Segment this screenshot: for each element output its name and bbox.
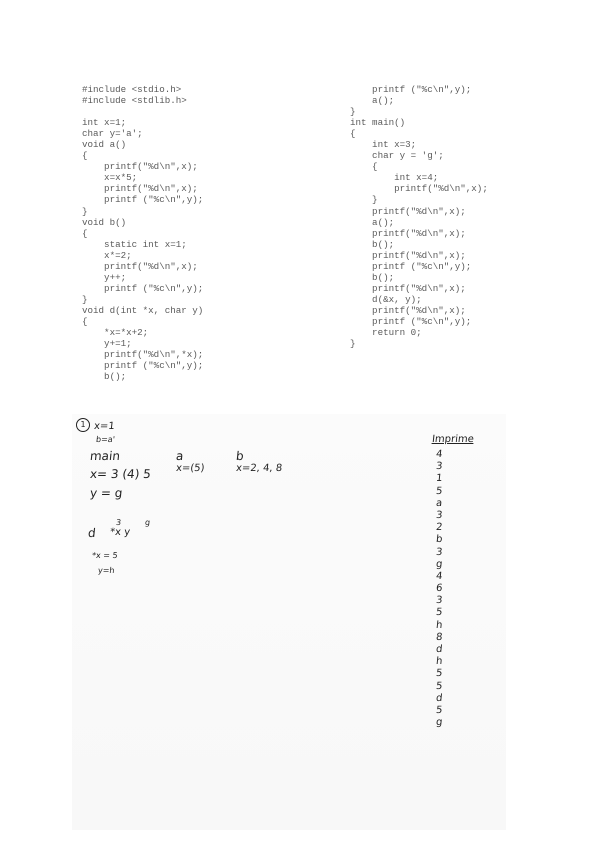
note-main-x: x= 3 (4) 5: [89, 467, 152, 481]
code-line: #include <stdio.h>: [82, 84, 182, 95]
note-d-param-y-val: g: [144, 518, 151, 527]
code-line: d(&x, y);: [350, 293, 422, 305]
code-line: {: [82, 150, 88, 162]
code-line: {: [82, 315, 88, 327]
code-line: {: [350, 161, 378, 173]
output-value: 1: [435, 473, 444, 485]
code-line: printf("%d\n",x);: [350, 205, 466, 217]
output-list: [436, 449, 442, 729]
output-value: 3: [435, 595, 444, 607]
note-b-x: x=2, 4, 8: [235, 463, 283, 474]
note-main-y: y = g: [89, 486, 124, 500]
code-line: a();: [350, 95, 395, 107]
output-value: h: [435, 656, 443, 668]
output-title: Imprime: [431, 434, 475, 445]
code-line: {: [82, 227, 88, 239]
code-line: printf ("%c\n",y);: [82, 194, 204, 206]
code-printout: [74, 70, 520, 392]
output-value: 3: [435, 546, 444, 558]
code-line: printf("%d\n",x);: [82, 260, 198, 272]
note-global-y: b=a': [95, 435, 116, 444]
code-line: #include <stdlib.h>: [82, 95, 187, 107]
output-value: 5: [435, 680, 444, 692]
code-line: [82, 106, 203, 117]
output-value: h: [435, 619, 443, 631]
code-line: char y='a';: [82, 128, 143, 140]
code-line: static int x=1;: [82, 238, 187, 250]
code-right-column: [350, 84, 488, 349]
output-value: 4: [435, 449, 444, 460]
note-d-x-val: *x = 5: [91, 551, 119, 560]
output-value: 5: [435, 607, 444, 619]
code-line: }: [82, 205, 88, 217]
output-value: 6: [435, 583, 444, 595]
output-value: 3: [435, 509, 444, 521]
code-line: int x=3;: [350, 139, 417, 151]
code-line: void a(): [82, 139, 127, 151]
code-line: printf("%d\n",x);: [350, 227, 466, 239]
note-b-label: b: [235, 449, 245, 463]
code-line: x=x*5;: [82, 172, 138, 184]
code-line: return 0;: [350, 327, 422, 339]
code-line: printf ("%c\n",y);: [82, 360, 204, 372]
code-line: }: [82, 293, 88, 305]
exercise-number: 1: [76, 418, 90, 432]
output-value: 5: [435, 668, 444, 680]
code-line: b();: [82, 371, 127, 383]
output-value: d: [435, 644, 443, 655]
code-line: printf("%d\n",x);: [350, 282, 466, 294]
output-value: 5: [435, 704, 444, 716]
code-line: printf("%d\n",x);: [350, 304, 466, 316]
output-value: g: [435, 717, 443, 729]
code-line: printf ("%c\n",y);: [350, 84, 472, 95]
code-line: y++;: [82, 271, 127, 283]
code-line: printf ("%c\n",y);: [82, 282, 204, 294]
output-value: 5: [435, 485, 444, 497]
output-value: 4: [435, 570, 444, 582]
code-line: printf ("%c\n",y);: [350, 260, 472, 272]
code-line: printf ("%c\n",y);: [350, 315, 472, 327]
code-line: printf("%d\n",x);: [82, 183, 198, 195]
code-line: y+=1;: [82, 338, 132, 350]
code-line: int x=4;: [350, 172, 439, 184]
code-line: int x=1;: [82, 117, 127, 129]
code-line: printf("%d\n",*x);: [82, 349, 204, 361]
note-d-param-x-val: 3: [115, 518, 122, 527]
code-line: printf("%d\n",x);: [350, 249, 466, 261]
code-line: b();: [350, 238, 395, 250]
note-d-params: *x y: [109, 527, 131, 538]
output-value: b: [435, 534, 443, 546]
code-line: x*=2;: [82, 249, 132, 261]
note-a-x: x=(5): [175, 463, 206, 474]
output-value: d: [435, 692, 443, 704]
note-a-label: a: [175, 449, 185, 463]
note-d-label: d: [87, 526, 97, 540]
output-value: 8: [435, 631, 444, 643]
code-line: void d(int *x, char y): [82, 304, 204, 316]
code-line: {: [350, 128, 356, 140]
code-line: }: [350, 194, 378, 206]
code-line: *x=*x+2;: [82, 327, 149, 339]
code-line: }: [350, 106, 356, 118]
note-d-y-val: y=h: [97, 566, 115, 575]
code-line: char y = 'g';: [350, 150, 444, 162]
output-value: 3: [435, 461, 444, 473]
code-line: void b(): [82, 216, 127, 228]
code-line: int main(): [350, 117, 406, 129]
code-line: a();: [350, 216, 395, 228]
output-value: g: [435, 558, 443, 570]
code-line: printf("%d\n",x);: [350, 183, 488, 195]
note-main-label: main: [89, 449, 121, 463]
output-value: a: [435, 497, 443, 509]
code-line: }: [350, 338, 356, 350]
code-line: b();: [350, 271, 395, 283]
code-line: printf("%d\n",x);: [82, 161, 198, 173]
output-value: 2: [435, 522, 444, 534]
note-global-x: x=1: [93, 421, 116, 432]
code-left-column: [82, 84, 203, 382]
